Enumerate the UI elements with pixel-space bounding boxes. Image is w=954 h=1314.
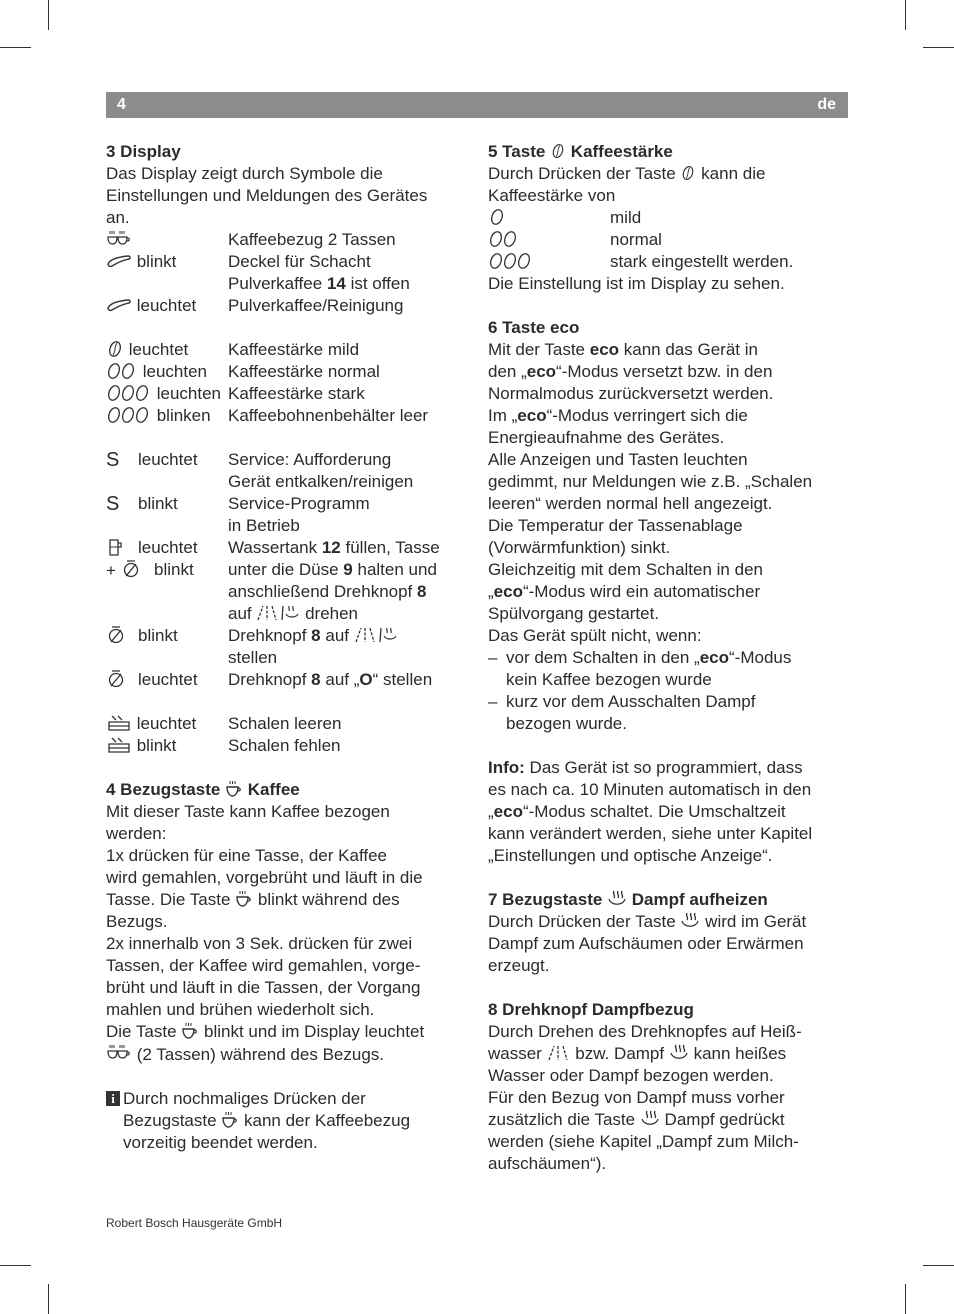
row-value: auf „ — [320, 670, 360, 689]
row-key: leuchtet — [138, 670, 198, 689]
row-value: Kaffeestärke mild — [228, 340, 360, 359]
section-4-title: 4 Bezugstaste Kaffee — [106, 780, 300, 799]
two-cups-icon — [106, 1043, 132, 1063]
row-value: Kaffeebohnenbehälter leer — [228, 406, 429, 425]
display-row — [106, 647, 466, 669]
section-3-title: 3 Display — [106, 142, 181, 161]
steam-icon — [640, 1110, 660, 1128]
knob-position: O — [359, 670, 373, 689]
right-column: 5 Taste Kaffeestärke Durch Drücken der Taste kann die Kaffeestärke von mild normal stark eingestellt werden. Die Einstellung ist im Display zu sehen. 6 Taste eco Mit der Taste eco kann das Gerät in den „eco“-Modus versetzt bzw. in den Normalmodus zurückversetzt werden. Im „eco“-Modus verringert sich die Energieaufnahme des Gerätes. Alle Anzeigen und Tasten leuchten gedimmt, nur Meldungen wie z.B. „Schalen leeren“ werden normal hell angezeigt. Die Temperatur der Tassenablage (Vorwärmfunktion) sinkt. Gleichzeitig mit dem Schalten in den „eco“-Modus wird ein automatischer Spülvorgang gestartet. Das Gerät spült nicht, wenn: – vor dem Schalten in den „eco“-Modus kein Kaffee bezogen wurde – kurz vor dem Ausschalten Dampf bezogen wurde. Info: Das Gerät ist so programmiert, dass es nach ca. 10 Minuten automatisch in den „eco“-Modus schaltet. Die Umschaltzeit kann verändert werden, siehe unter Kapitel „Einstellungen und optische Anzeige“. 7 Bezugstaste Dampf aufheizen Durch Drücken der Taste wird im Gerät Dampf zum Aufschäumen oder Erwärmen erzeugt. 8 Drehknopf Dampfbezug Durch Drehen des Drehknopfes auf Heiß- wasser bzw. Dampf kann heißes Wasser oder Dampf bezogen werden. Für den Bezug von Dampf muss vorher zusätzlich die Taste Dampf gedrückt werden (siehe Kapitel „Dampf zum Milch- aufschäumen“). — [488, 141, 848, 1175]
section-3-intro-line: Das Display zeigt durch Symbole die — [106, 164, 383, 183]
section-7-title: 7 Bezugstaste Dampf aufheizen — [488, 890, 768, 909]
crop-mark — [905, 0, 906, 30]
row-value: Gerät entkalken/reinigen — [228, 472, 414, 491]
three-beans-icon — [488, 252, 534, 270]
row-key: blinkt — [138, 494, 178, 513]
display-row — [106, 339, 466, 361]
ref-number: 14 — [326, 274, 346, 293]
ref-number: 9 — [343, 560, 353, 579]
section-3-intro-line: an. — [106, 208, 130, 227]
row-value: in Betrieb — [228, 516, 300, 535]
steam-knob-icon — [106, 625, 126, 645]
hot-water-steam-icon — [354, 626, 398, 644]
two-cups-icon — [106, 229, 132, 249]
row-key: leuchtet — [132, 714, 197, 733]
ref-number: 8 — [311, 626, 321, 645]
section-4-line: Die Taste blinkt und im Display leuchtet — [106, 1022, 425, 1041]
drip-tray-icon — [106, 736, 132, 754]
section-4-line: Bezugs. — [106, 912, 168, 931]
display-row — [106, 493, 466, 515]
row-value: auf — [320, 626, 354, 645]
ref-number: 8 — [417, 582, 427, 601]
row-value: Schalen fehlen — [228, 736, 341, 755]
cup-icon — [225, 780, 243, 798]
lid-icon — [106, 252, 132, 270]
row-value: ist offen — [345, 274, 410, 293]
row-value: unter die Düse — [228, 560, 344, 579]
section-4-line: Tasse. Die Taste blinkt während des — [106, 890, 400, 909]
display-row — [106, 669, 466, 691]
display-row — [106, 449, 466, 471]
row-value: Drehknopf — [228, 626, 312, 645]
service-symbol: S — [106, 449, 120, 471]
cup-icon — [181, 1022, 199, 1040]
page-header — [106, 92, 848, 118]
row-value: “ stellen — [372, 670, 433, 689]
row-key: blinkt — [138, 626, 178, 645]
row-value: anschließend Drehknopf — [228, 582, 418, 601]
crop-mark — [923, 1265, 954, 1266]
list-item: – vor dem Schalten in den „eco“-Modus kein Kaffee bezogen wurde — [488, 648, 792, 689]
crop-mark — [905, 1284, 906, 1314]
hot-water-icon — [547, 1044, 571, 1062]
two-beans-icon — [488, 230, 520, 248]
display-row — [106, 603, 466, 625]
row-value: auf — [228, 604, 257, 623]
section-4-line: 2x innerhalb von 3 Sek. drücken für zwei — [106, 934, 413, 953]
language-code: de — [817, 96, 836, 113]
row-value: Wassertank — [228, 538, 322, 557]
section-4-line: mahlen und brühen wiederholt sich. — [106, 1000, 375, 1019]
section-4-line: Mit dieser Taste kann Kaffee bezogen — [106, 802, 390, 821]
section-4-line: wird gemahlen, vorgebrüht und läuft in die — [106, 868, 423, 887]
row-value: füllen, Tasse — [340, 538, 440, 557]
three-beans-icon — [106, 384, 152, 402]
crop-mark — [923, 47, 954, 48]
display-row — [106, 273, 466, 295]
display-row — [106, 735, 466, 757]
bean-icon — [550, 142, 566, 160]
info-icon: i — [106, 1091, 120, 1106]
row-value: Kaffeestärke stark — [228, 384, 365, 403]
display-row — [106, 471, 466, 493]
steam-icon — [680, 912, 700, 930]
bean-icon — [106, 340, 124, 358]
section-3-intro-line: Einstellungen und Meldungen des Gerätes — [106, 186, 428, 205]
hot-water-steam-icon — [256, 604, 300, 622]
row-value: Schalen leeren — [228, 714, 342, 733]
row-value: Pulverkaffee/Reinigung — [228, 296, 404, 315]
ref-number: 12 — [321, 538, 341, 557]
row-value: Deckel für Schacht — [228, 252, 371, 271]
row-key: leuchten — [138, 362, 207, 381]
display-row — [106, 229, 466, 251]
row-key: leuchten — [152, 384, 221, 403]
row-value: Drehknopf — [228, 670, 312, 689]
display-row — [106, 537, 466, 559]
crop-mark — [48, 0, 49, 30]
display-row — [106, 625, 466, 647]
crop-mark — [0, 47, 31, 48]
row-key: leuchtet — [138, 450, 198, 469]
row-key: blinken — [152, 406, 211, 425]
steam-knob-icon — [106, 669, 126, 689]
row-value: Pulverkaffee — [228, 274, 327, 293]
strength-row: stark eingestellt werden. — [488, 251, 848, 273]
lid-icon — [106, 296, 132, 314]
display-row — [106, 383, 466, 405]
row-value: Service-Programm — [228, 494, 370, 513]
info-note: i Durch nochmaliges Drücken der Bezugstaste kann der Kaffeebezug vorzeitig beendet werden. — [106, 1088, 466, 1154]
row-key: blinkt — [132, 252, 177, 271]
bean-icon — [488, 208, 506, 226]
strength-row: normal — [488, 229, 848, 251]
section-6-title: 6 Taste eco — [488, 318, 580, 337]
bean-icon — [680, 164, 696, 182]
steam-knob-icon — [121, 559, 141, 579]
section-4-line: brüht und läuft in die Tassen, der Vorgang — [106, 978, 421, 997]
row-key: blinkt — [154, 560, 194, 579]
display-row — [106, 515, 466, 537]
row-value: Kaffeestärke normal — [228, 362, 380, 381]
water-tank-icon — [106, 537, 124, 557]
cup-icon — [221, 1111, 239, 1129]
strength-row: mild — [488, 207, 848, 229]
crop-mark — [0, 1265, 31, 1266]
steam-icon — [669, 1044, 689, 1062]
row-key: leuchtet — [132, 296, 197, 315]
section-4-line: (2 Tassen) während des Bezugs. — [106, 1043, 466, 1066]
plus-sign: + — [106, 561, 121, 580]
display-row — [106, 361, 466, 383]
left-column — [106, 141, 466, 1154]
section-8-title: 8 Drehknopf Dampfbezug — [488, 1000, 694, 1019]
steam-icon — [607, 890, 627, 908]
row-key: leuchtet — [138, 538, 198, 557]
row-value: Service: Aufforderung — [228, 450, 392, 469]
cup-icon — [235, 890, 253, 908]
display-row — [106, 559, 466, 581]
section-5-title: 5 Taste Kaffeestärke — [488, 142, 673, 161]
section-4-line: werden: — [106, 824, 167, 843]
page-number: 4 — [117, 96, 126, 113]
display-row — [106, 295, 466, 317]
display-row — [106, 713, 466, 735]
crop-mark — [48, 1284, 49, 1314]
row-value: stellen — [228, 648, 278, 667]
list-item: – kurz vor dem Ausschalten Dampf bezogen wurde. — [488, 692, 756, 733]
row-key: blinkt — [132, 736, 177, 755]
section-4-line: Tassen, der Kaffee wird gemahlen, vorge- — [106, 956, 421, 975]
info-paragraph: Info: Das Gerät ist so programmiert, dass — [488, 758, 803, 777]
drip-tray-icon — [106, 714, 132, 732]
service-symbol: S — [106, 493, 120, 515]
section-4-line: 1x drücken für eine Tasse, der Kaffee — [106, 846, 387, 865]
row-key: leuchtet — [124, 340, 189, 359]
row-value: drehen — [300, 604, 359, 623]
three-beans-icon — [106, 406, 152, 424]
display-row — [106, 581, 466, 603]
two-beans-icon — [106, 362, 138, 380]
row-value: halten und — [352, 560, 437, 579]
display-row — [106, 251, 466, 273]
row-value: Kaffeebezug 2 Tassen — [228, 230, 396, 249]
footer-company: Robert Bosch Hausgeräte GmbH — [106, 1216, 283, 1230]
ref-number: 8 — [311, 670, 321, 689]
display-row — [106, 405, 466, 427]
